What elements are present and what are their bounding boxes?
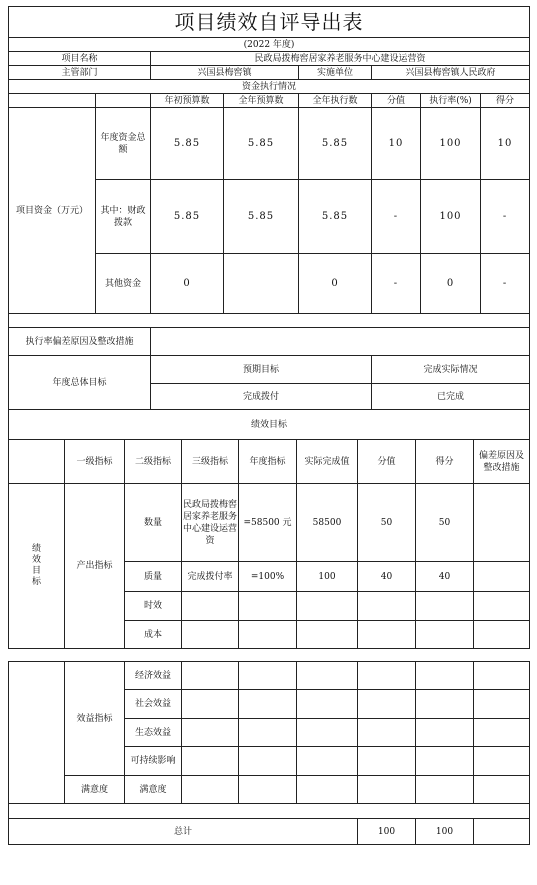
benefit-cell [239, 776, 297, 804]
fund-cell: 5.85 [224, 108, 299, 180]
perf-side-label: 绩效目标 [9, 484, 65, 649]
benefit-cell [416, 776, 474, 804]
benefit-cell [182, 776, 239, 804]
fund-header: 分值 [372, 94, 421, 108]
benefit-cell [358, 690, 416, 719]
fund-section-title: 资金执行情况 [9, 80, 530, 94]
fund-cell: 100 [421, 180, 481, 254]
benefit-cell [474, 747, 530, 776]
benefit-cell [182, 747, 239, 776]
benefit-cell [474, 776, 530, 804]
benefit-cell [358, 662, 416, 690]
deviation-value [151, 328, 530, 356]
fund-header-blank-2 [96, 94, 151, 108]
benefit-item: 生态效益 [125, 719, 182, 747]
perf-section-title: 绩效目标 [9, 410, 530, 440]
perf-header: 年度指标 [239, 440, 297, 484]
benefit-cell [358, 776, 416, 804]
blank-row [9, 804, 530, 819]
fund-header-blank [9, 94, 96, 108]
perf-table [8, 439, 530, 649]
fund-header: 得分 [481, 94, 530, 108]
benefit-cell [474, 719, 530, 747]
perf-l3: 民政局拨梅窖居家养老服务中心建设运营资 [182, 484, 239, 562]
perf-deviation [474, 484, 530, 562]
perf-header-blank [9, 440, 65, 484]
dept-value: 兴国县梅窖镇 [151, 66, 299, 80]
benefit-cell [416, 747, 474, 776]
total-blank [474, 819, 530, 845]
project-name-value: 民政局拨梅窖居家养老服务中心建设运营资 [151, 52, 530, 66]
benefit-cell [297, 719, 358, 747]
benefit-table [8, 661, 530, 845]
perf-actual [297, 621, 358, 649]
perf-got [416, 621, 474, 649]
report-page [8, 6, 529, 845]
perf-deviation [474, 592, 530, 621]
fund-header: 执行率(%) [421, 94, 481, 108]
perf-l2: 时效 [125, 592, 182, 621]
benefit-side-blank [9, 662, 65, 804]
report-year: (2022 年度) [9, 38, 530, 52]
fund-row-label: 项目资金（万元） [9, 108, 96, 314]
perf-score [358, 592, 416, 621]
page-break-gap [8, 649, 529, 661]
fund-header: 年初预算数 [151, 94, 224, 108]
perf-actual: 100 [297, 562, 358, 592]
fund-item-label: 其他资金 [96, 254, 151, 314]
total-label: 总计 [9, 819, 358, 845]
fund-cell: 0 [421, 254, 481, 314]
benefit-cell [358, 719, 416, 747]
perf-deviation [474, 621, 530, 649]
fund-cell: 100 [421, 108, 481, 180]
fund-cell: 10 [481, 108, 530, 180]
project-name-label: 项目名称 [9, 52, 151, 66]
actual-status-value: 已完成 [372, 384, 530, 410]
benefit-cell [239, 747, 297, 776]
benefit-cell [239, 719, 297, 747]
deviation-label: 执行率偏差原因及整改措施 [9, 328, 151, 356]
benefit-item: 社会效益 [125, 690, 182, 719]
perf-actual: 58500 [297, 484, 358, 562]
total-got: 100 [416, 819, 474, 845]
perf-l2: 成本 [125, 621, 182, 649]
perf-got [416, 592, 474, 621]
expected-goal-value: 完成拨付 [151, 384, 372, 410]
benefit-cell [474, 662, 530, 690]
impl-value: 兴国县梅窖镇人民政府 [372, 66, 530, 80]
benefit-cell [416, 719, 474, 747]
dept-label: 主管部门 [9, 66, 151, 80]
perf-actual [297, 592, 358, 621]
blank-row [9, 314, 530, 328]
benefit-cell [358, 747, 416, 776]
fund-cell: - [481, 180, 530, 254]
perf-l2: 质量 [125, 562, 182, 592]
perf-header: 三级指标 [182, 440, 239, 484]
perf-header: 一级指标 [65, 440, 125, 484]
perf-target: =58500 元 [239, 484, 297, 562]
perf-target [239, 592, 297, 621]
benefit-cell [182, 662, 239, 690]
fund-cell: - [372, 180, 421, 254]
benefit-cell [239, 690, 297, 719]
total-score: 100 [358, 819, 416, 845]
benefit-item: 经济效益 [125, 662, 182, 690]
fund-cell: 5.85 [299, 108, 372, 180]
perf-header: 实际完成值 [297, 440, 358, 484]
output-indicator-label: 产出指标 [65, 484, 125, 649]
benefit-cell [182, 719, 239, 747]
perf-header: 二级指标 [125, 440, 182, 484]
fund-header: 全年执行数 [299, 94, 372, 108]
report-table-top [8, 6, 530, 440]
perf-l3 [182, 621, 239, 649]
fund-cell: - [481, 254, 530, 314]
fund-cell: 0 [151, 254, 224, 314]
fund-cell: 5.85 [299, 180, 372, 254]
expected-goal-label: 预期目标 [151, 356, 372, 384]
perf-got: 50 [416, 484, 474, 562]
impl-label: 实施单位 [299, 66, 372, 80]
perf-deviation [474, 562, 530, 592]
benefit-cell [297, 662, 358, 690]
annual-goal-label: 年度总体目标 [9, 356, 151, 410]
fund-cell: 5.85 [151, 180, 224, 254]
satisfaction-l2: 满意度 [125, 776, 182, 804]
perf-header: 分值 [358, 440, 416, 484]
perf-score [358, 621, 416, 649]
perf-target [239, 621, 297, 649]
perf-l3 [182, 592, 239, 621]
benefit-cell [416, 690, 474, 719]
benefit-cell [239, 662, 297, 690]
benefit-cell [416, 662, 474, 690]
satisfaction-l1: 满意度 [65, 776, 125, 804]
benefit-indicator-label: 效益指标 [65, 662, 125, 776]
fund-cell: 5.85 [224, 180, 299, 254]
fund-cell [224, 254, 299, 314]
benefit-cell [182, 690, 239, 719]
fund-cell: - [372, 254, 421, 314]
fund-cell: 0 [299, 254, 372, 314]
fund-cell: 10 [372, 108, 421, 180]
benefit-cell [297, 690, 358, 719]
perf-l3: 完成拨付率 [182, 562, 239, 592]
perf-got: 40 [416, 562, 474, 592]
actual-status-label: 完成实际情况 [372, 356, 530, 384]
fund-header: 全年预算数 [224, 94, 299, 108]
benefit-cell [474, 690, 530, 719]
fund-cell: 5.85 [151, 108, 224, 180]
perf-header: 得分 [416, 440, 474, 484]
perf-header: 偏差原因及整改措施 [474, 440, 530, 484]
perf-score: 40 [358, 562, 416, 592]
page-title: 项目绩效自评导出表 [9, 7, 530, 38]
benefit-item: 可持续影响 [125, 747, 182, 776]
benefit-cell [297, 776, 358, 804]
benefit-cell [297, 747, 358, 776]
fund-item-label: 年度资金总额 [96, 108, 151, 180]
perf-target: =100% [239, 562, 297, 592]
perf-score: 50 [358, 484, 416, 562]
perf-l2: 数量 [125, 484, 182, 562]
fund-item-label: 其中：财政拨款 [96, 180, 151, 254]
